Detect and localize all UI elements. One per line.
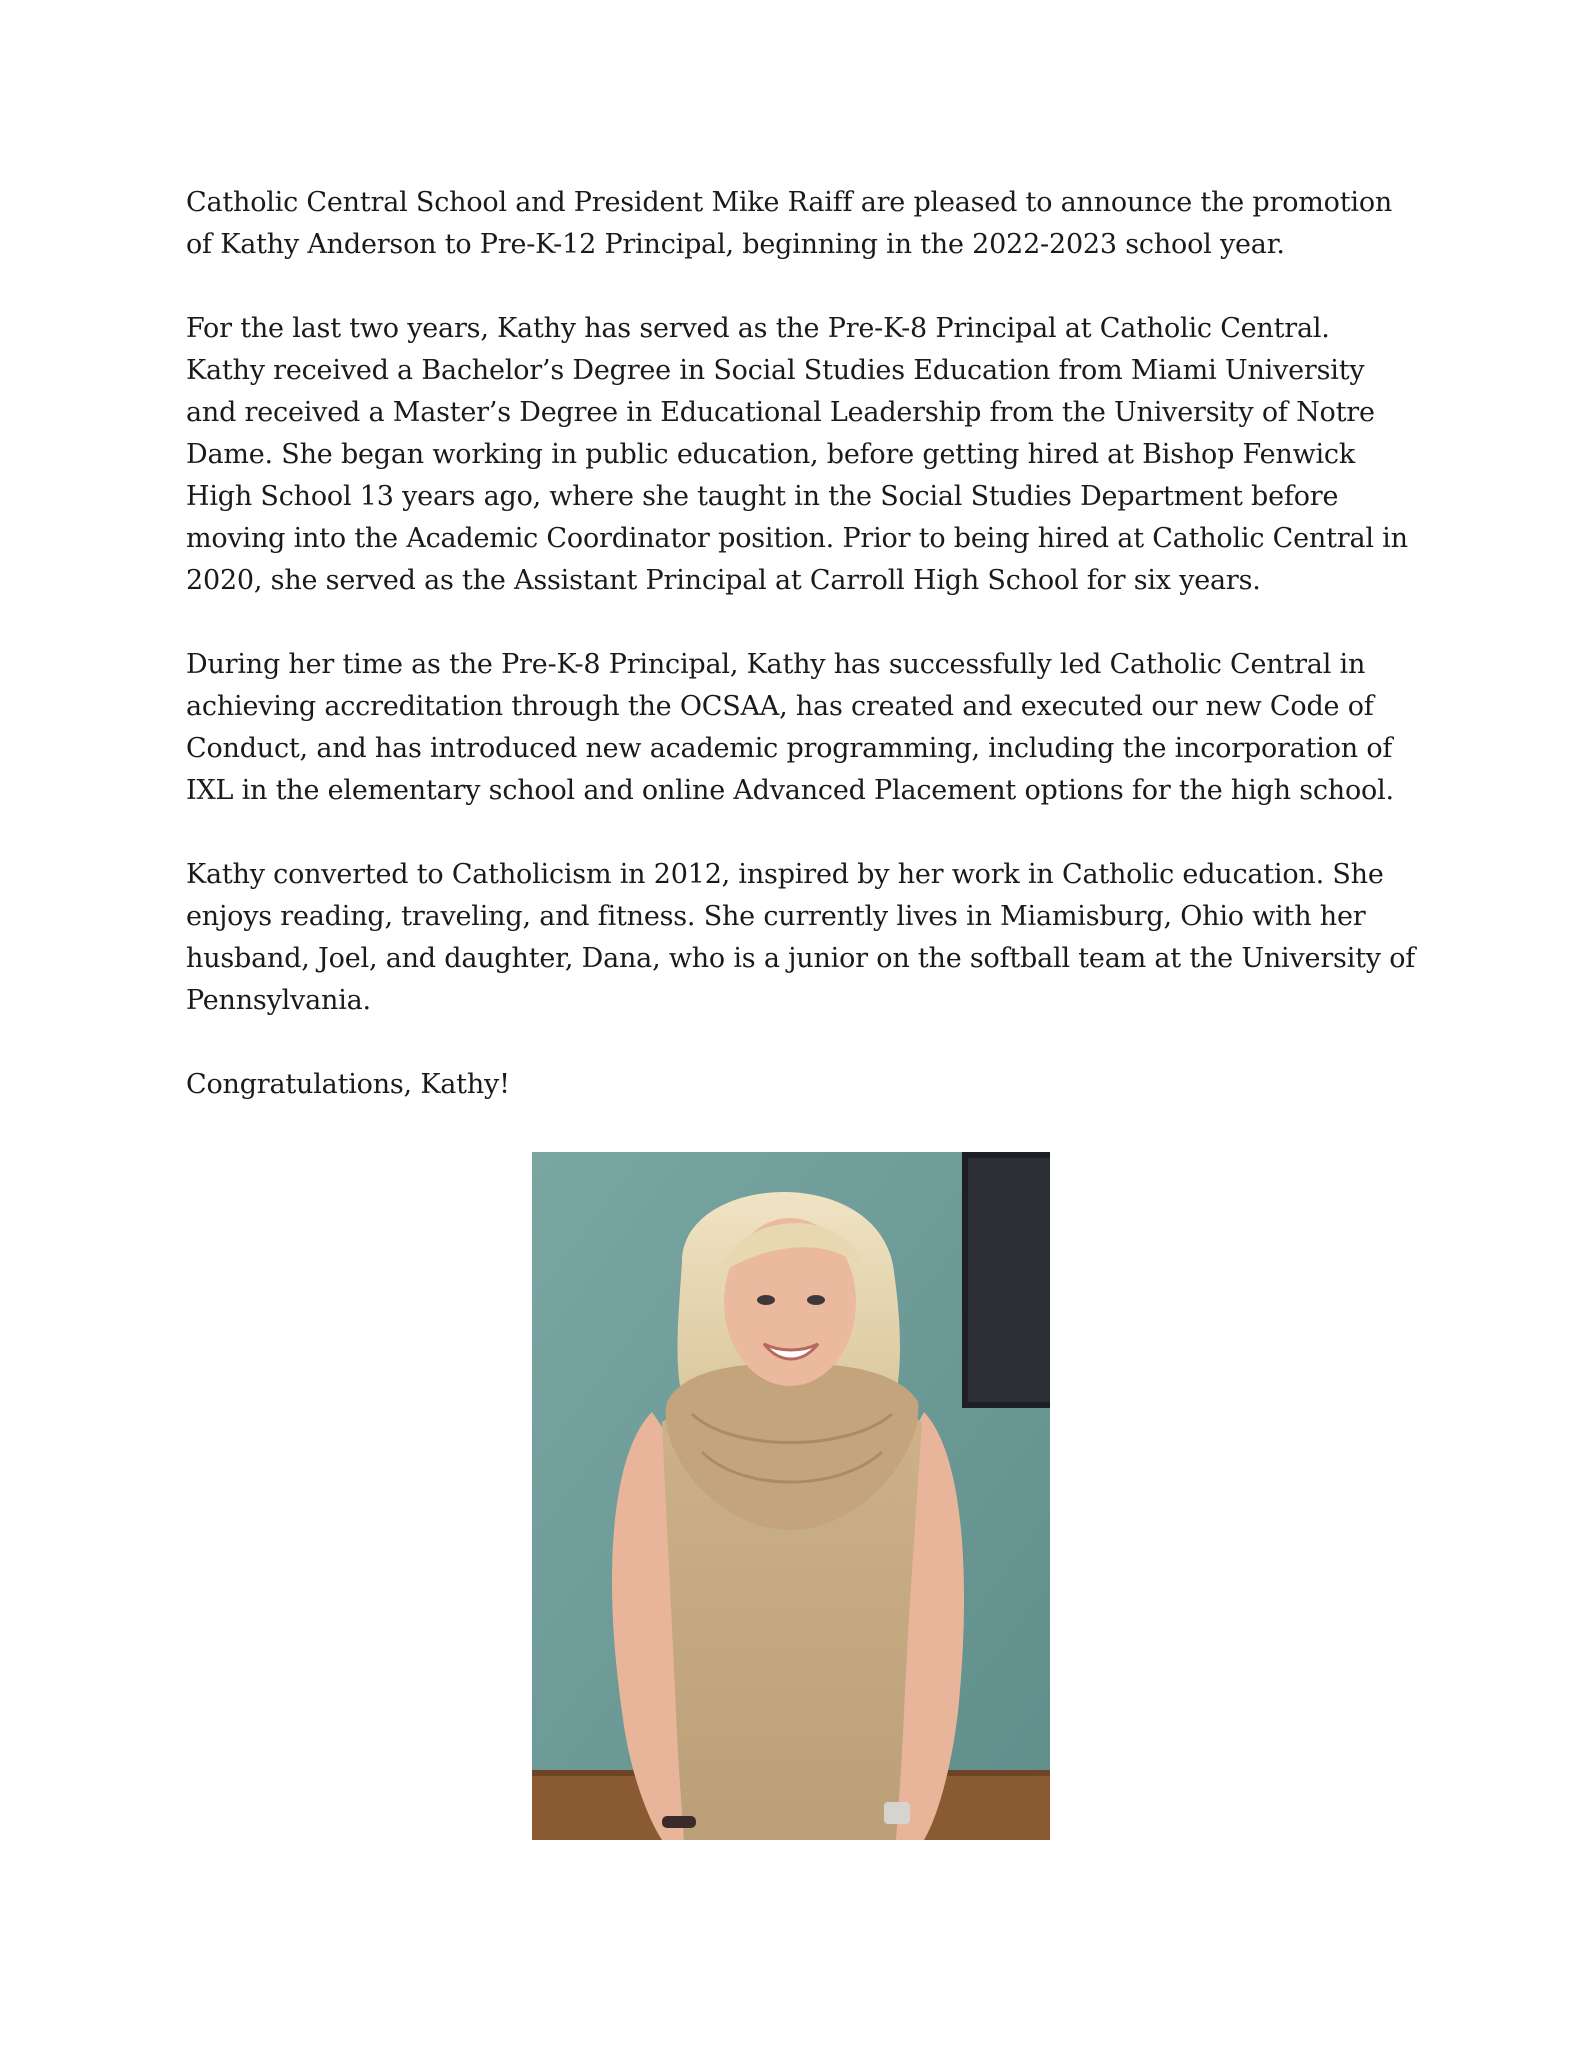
- paragraph-announcement: Catholic Central School and President Mike Raiff are pleased to announce the promotion of Kathy Anderson to Pre-K-12 Principal, beginning in the 2022-2023 school year.: [186, 187, 1393, 260]
- right-eye: [807, 1295, 825, 1305]
- portrait-illustration: [532, 1152, 1050, 1840]
- wristwatch: [884, 1802, 910, 1824]
- bracelet: [662, 1816, 696, 1828]
- paragraph-background: For the last two years, Kathy has served as the Pre-K-8 Principal at Catholic Central. Kathy received a Bachelor’s Degree in Social Studies Education from Miami University and received a Master’s Degree in Educational Leadership from the University of Notre Dame. She began working in public education, before getting hired at Bishop Fenwick High School 13 years ago, where she taught in the Social Studies Department before moving into the Academic Coordinator position. Prior to being hired at Catholic Central in 2020, she served as the Assistant Principal at Carroll High School for six years.: [186, 313, 1408, 596]
- tv-panel: [968, 1158, 1050, 1402]
- portrait-photo: [532, 1152, 1050, 1840]
- paragraph-congratulations: Congratulations, Kathy!: [186, 1069, 510, 1100]
- left-eye: [757, 1295, 775, 1305]
- paragraph-personal: Kathy converted to Catholicism in 2012, inspired by her work in Catholic education. She enjoys reading, traveling, and fitness. She currently lives in Miamisburg, Ohio with her husband, Joel, and daughter, Dana, who is a junior on the softball team at the University of Pennsylvania.: [186, 859, 1416, 1016]
- announcement-body: [186, 182, 1416, 1106]
- paragraph-achievements: During her time as the Pre-K-8 Principal, Kathy has successfully led Catholic Central in achieving accreditation through the OCSAA, has created and executed our new Code of Conduct, and has introduced new academic programming, including the incorporation of IXL in the elementary school and online Advanced Placement options for the high school.: [186, 649, 1394, 806]
